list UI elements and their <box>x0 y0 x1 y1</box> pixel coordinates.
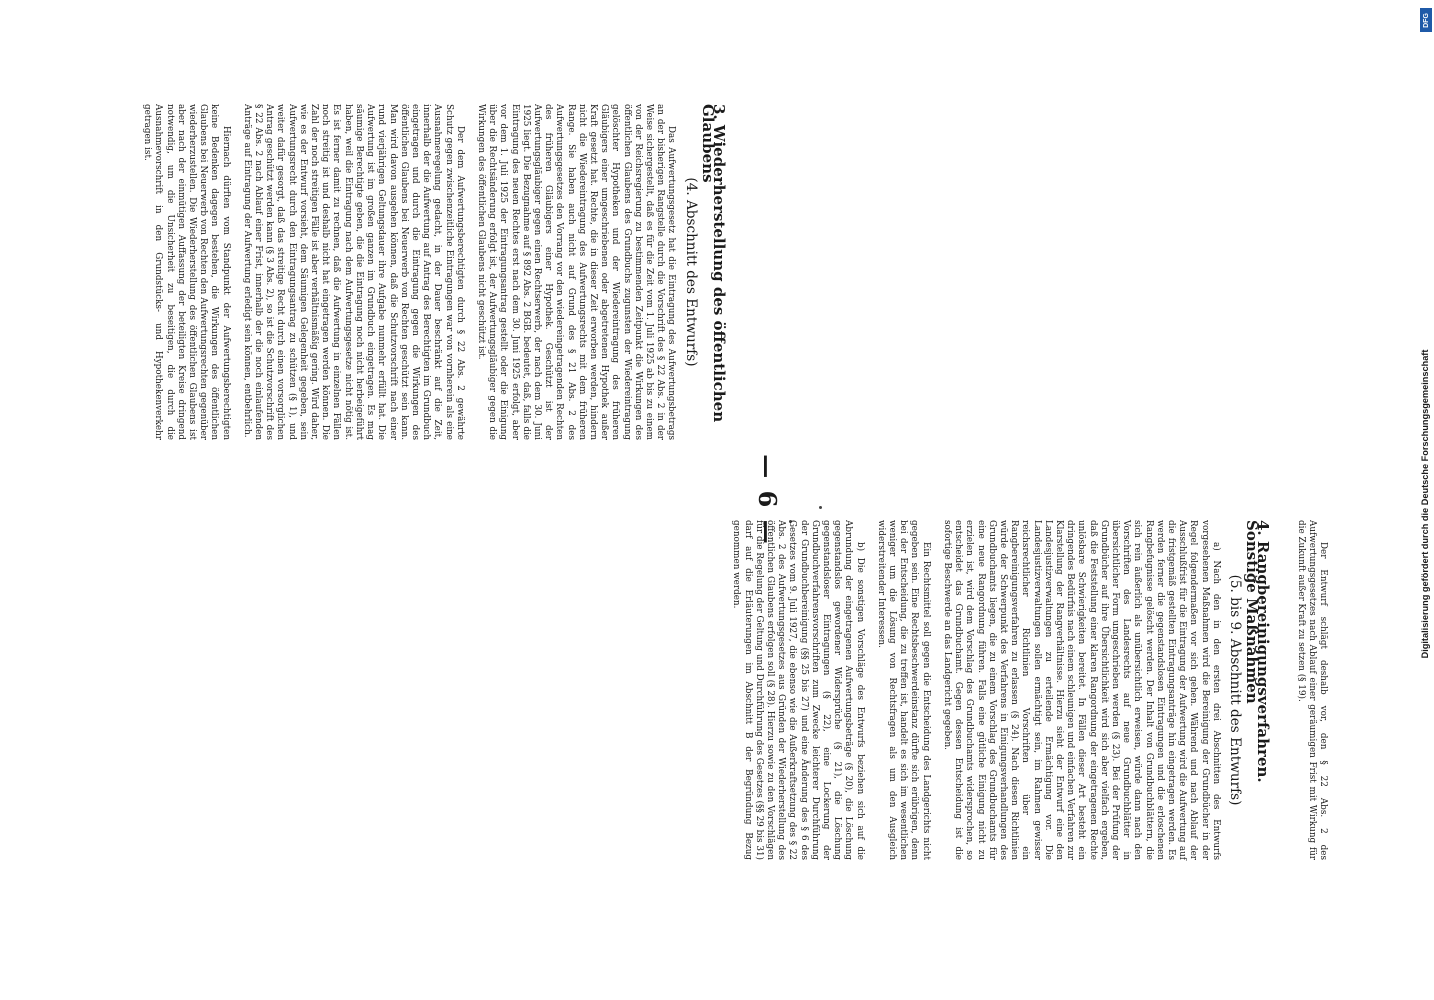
dfg-logo <box>1420 8 1432 32</box>
paragraph: Das Aufwertungsgesetz hat die Eintragung des Aufwertungsbetrags an der bisherigen Rangstelle durch die Vorschrift des § 22 Abs. 2 in der Weise sichergestellt, daß es für die Zeit vom 1. Juli 1925 ab bis zu einem von der Reichsregierung zu bestimmenden Zeitpunkt die Wirkungen des öffentlichen Glaubens des Grundbuchs zugunsten der Wiedereintragung gelöschter Hypotheken und der Wiedereintragung des früheren Gläubigers einer umgeschriebenen oder abgetretenen Hypothek außer Kraft gesetzt hat. Rechte, die in dieser Zeit erworben werden, hindern nicht die Wiedereintragung des Aufwertungsrechts mit dem früheren Range. Sie haben auch nicht auf Grund des § 21 Abs. 2 des Aufwertungsgesetzes den Vorrang vor den wiedereingetragenden Rechten des früheren Gläubigers einer Hypothek. Geschützt ist der Aufwertungsgläubiger gegen einen Rechtserwerb, der nach dem 30. Juni 1925 liegt. Die Bezugnahme auf § 892 Abs. 2 BGB. bedeutet, daß, falls die Eintragung des neuen Rechtes erst nach dem 30. Juni 1925 erfolgt, aber vor dem 1. Juli 1925 der Eintragungsantrag gestellt oder die Einigung über die Rechtsänderung erfolgt ist, der Aufwertungsgläubiger gegen die Wirkungen des öffentlichen Glaubens nicht geschützt ist. <box>475 104 677 440</box>
section-subheading: (5. bis 9. Abschnitt des Entwurfs) <box>1226 574 1243 806</box>
paragraph: Hiernach dürften vom Standpunkt der Aufwertungsberechtigten keine Bedenken dagegen bestehen, die Wirkungen des öffentlichen Glaubens bei Neuerwerb von Rechten den Aufwertungsrechten gegenüber wiederherzustellen. Die Wiederherstellung des öffentlichen Glaubens ist aber nach der einmütigen Auffassung der beteiligten Kreise dringend notwendig, um die Unsicherheit zu beseitigen, die durch die Ausnahmevorschrift in den Grundstücks- und Hypothekenverkehr getragen ist. <box>142 104 231 440</box>
section-heading: 4. Rangbereinigungsverfahren. Sonstige Maßnahmen <box>1243 520 1273 783</box>
section-heading: 3. Wiederherstellung des öffentlichen Glaubens <box>698 104 728 423</box>
right-column <box>731 520 1328 860</box>
paragraph: Der dem Aufwertungsberechtigten durch § 22 Abs. 2 gewährte Schutz gegen zwischenzeitliche Eintragungen war von vornherein als eine Ausnahmeregelung gedacht, in der Dauer beschränkt auf die Zeit, innerhalb der die Aufwertung auf Antrag des Berechtigten im Grundbuch eingetragen und durch die Eintragung gegen die Wirkungen des öffentlichen Glaubens bei Neuerwerb von Rechten geschützt sein kann. Man wird davon ausgehen können, daß die Schutzvorschrift nach einer rund vierjährigen Geltungsdauer ihre Aufgabe nunmehr erfüllt hat. Die Aufwertung ist im großen ganzen im Grundbuch eingetragen. Es mag säumige Berechtigte geben, die die Eintragung noch nicht herbeigeführt haben, weil die Eintragung nach dem Aufwertungsgesetze nicht nötig ist. Es ist ferner damit zu rechnen, daß die Aufwertung in einzelnen Fällen noch streitig ist und deshalb nicht hat eingetragen werden können. Die Zahl der noch streitigen Fälle ist aber verhältnismäßig gering. Wird daher, wie es der Entwurf vorsieht, dem Säumigen Gelegenheit gegeben, sein Aufwertungsrecht durch den Eintragungsantrag zu schützen (§ 1), und weiter dafür gesorgt, daß das streitige Recht durch einen vorsorglichen Antrag geschützt werden kann (§ 3 Abs. 2), so ist die Schutzvorschrift des § 22 Abs. 2 nach Ablauf einer Frist, innerhalb der die noch einlaufenden Anträge auf Eintragung der Aufwertung erledigt sein können, entbehrlich. <box>241 104 465 440</box>
paragraph: a) Nach den in den ersten drei Abschnitten des Entwurfs vorgesehenen Maßnahmen wird die Bereinigung der Grundbücher in der Regel folgendermaßen vor sich gehen. Während und nach Ablauf der Ausschlußfrist für die Eintragung der Aufwertung wird die Aufwertung auf die fristgemäß gestellten Eintragungsanträge hin eingetragen werden. Es werden ferner die gegenstandslosen Eintragungen und die erloschenen Rangbefugnisse gelöscht werden. Der Inhalt von Grundbuchblättern, die sich rein äußerlich als unübersichtlich erweisen, würde dann nach den Vorschriften des Landesrechts auf neue Grundbuchblätter in übersichtlicher Form umgeschrieben werden (§ 23). Bei der Prüfung der Grundbücher auf ihre Übersichtlichkeit wird sich aber vielfach ergeben, daß die Feststellung einer klaren Rangordnung der eingetragenen Rechte unlösbare Schwierigkeiten bereitet. In Fällen dieser Art besteht ein dringendes Bedürfnis nach einem schleunigen und einfachen Verfahren zur Klarstellung der Rangverhältnisse. Hierzu sieht der Entwurf eine den Landesjustizverwaltungen zu erteilende Ermächtigung vor. Die Landesjustizverwaltungen sollen ermächtigt sein, im Rahmen gewisser reichsrechtlicher Richtlinien Vorschriften über ein Rangbereinigungsverfahren zu erlassen (§ 24). Nach diesen Richtlinien würde der Schwerpunkt des Verfahrens in Einigungsverhandlungen des Grundbuchamts liegen, die zu einem Vorschlag des Grundbuchamts für eine neue Rangordnung führen. Falls eine gütliche Einigung nicht zu erzielen ist, wird dem Vorschlag des Grundbuchamts widersprochen, so entscheidet das Grundbuchamt. Gegen dessen Entscheidung ist die sofortige Beschwerde an das Landgericht gegeben. <box>941 520 1221 860</box>
intro-paragraph: Der Entwurf schlägt deshalb vor, den § 22 Abs. 2 des Aufwertungsgesetzes nach Ablauf einer geräumigen Frist mit Wirkung für die Zukunft außer Kraft zu setzen (§ 19). <box>1295 520 1328 860</box>
digitization-credit-bar <box>1417 8 1433 992</box>
scan-speck <box>819 506 822 509</box>
section-subheading: (4. Abschnitt des Entwurfs) <box>682 177 699 367</box>
left-column <box>142 104 728 440</box>
paragraph: Ein Rechtsmittel soll gegen die Entscheidung des Landgerichts nicht gegeben sein. Eine Rechtsbeschwerdeinstanz dürfte sich erübrigen, denn bei der Entscheidung, die zu treffen ist, handelt es sich im wesentlichen weniger um die Lösung von Rechtsfragen als um den Ausgleich widerstreitender Interessen. <box>875 520 931 860</box>
dfg-logo-text: DFG <box>1422 12 1430 28</box>
digitization-credit: Digitalisierung gefördert durch die Deutsche Forschungsgemeinschaft <box>1420 349 1430 659</box>
page-number: — 6 — <box>753 454 782 546</box>
paragraph: b) Die sonstigen Vorschläge des Entwurfs beziehen sich auf die Abrundung der eingetragenen Aufwertungsbeträge (§ 20), die Löschung gegenstandslos gewordener Widersprüche (§ 21), die Löschung gegenstandsloser Eintragungen (§ 22), eine Lockerung der Grundbuchverfahrensvorschriften zum Zwecke leichterer Durchführung der Grundbuchbereinigung (§§ 25 bis 27) und eine Änderung des § 6 des Gesetzes vom 9. Juli 1927, die ebenso wie die Außerkraftsetzung des § 22 Abs. 2 des Aufwertungsgesetzes aus Gründen der Wiederherstellung des öffentlichen Glaubens erfolgen soll (§ 28). Hierzu sowie zu den Vorschlägen für die Regelung der Geltung und Durchführung des Gesetzes (§§ 29 bis 31) darf auf die Erläuterungen im Abschnitt B der Begründung Bezug genommen werden. <box>731 520 865 860</box>
